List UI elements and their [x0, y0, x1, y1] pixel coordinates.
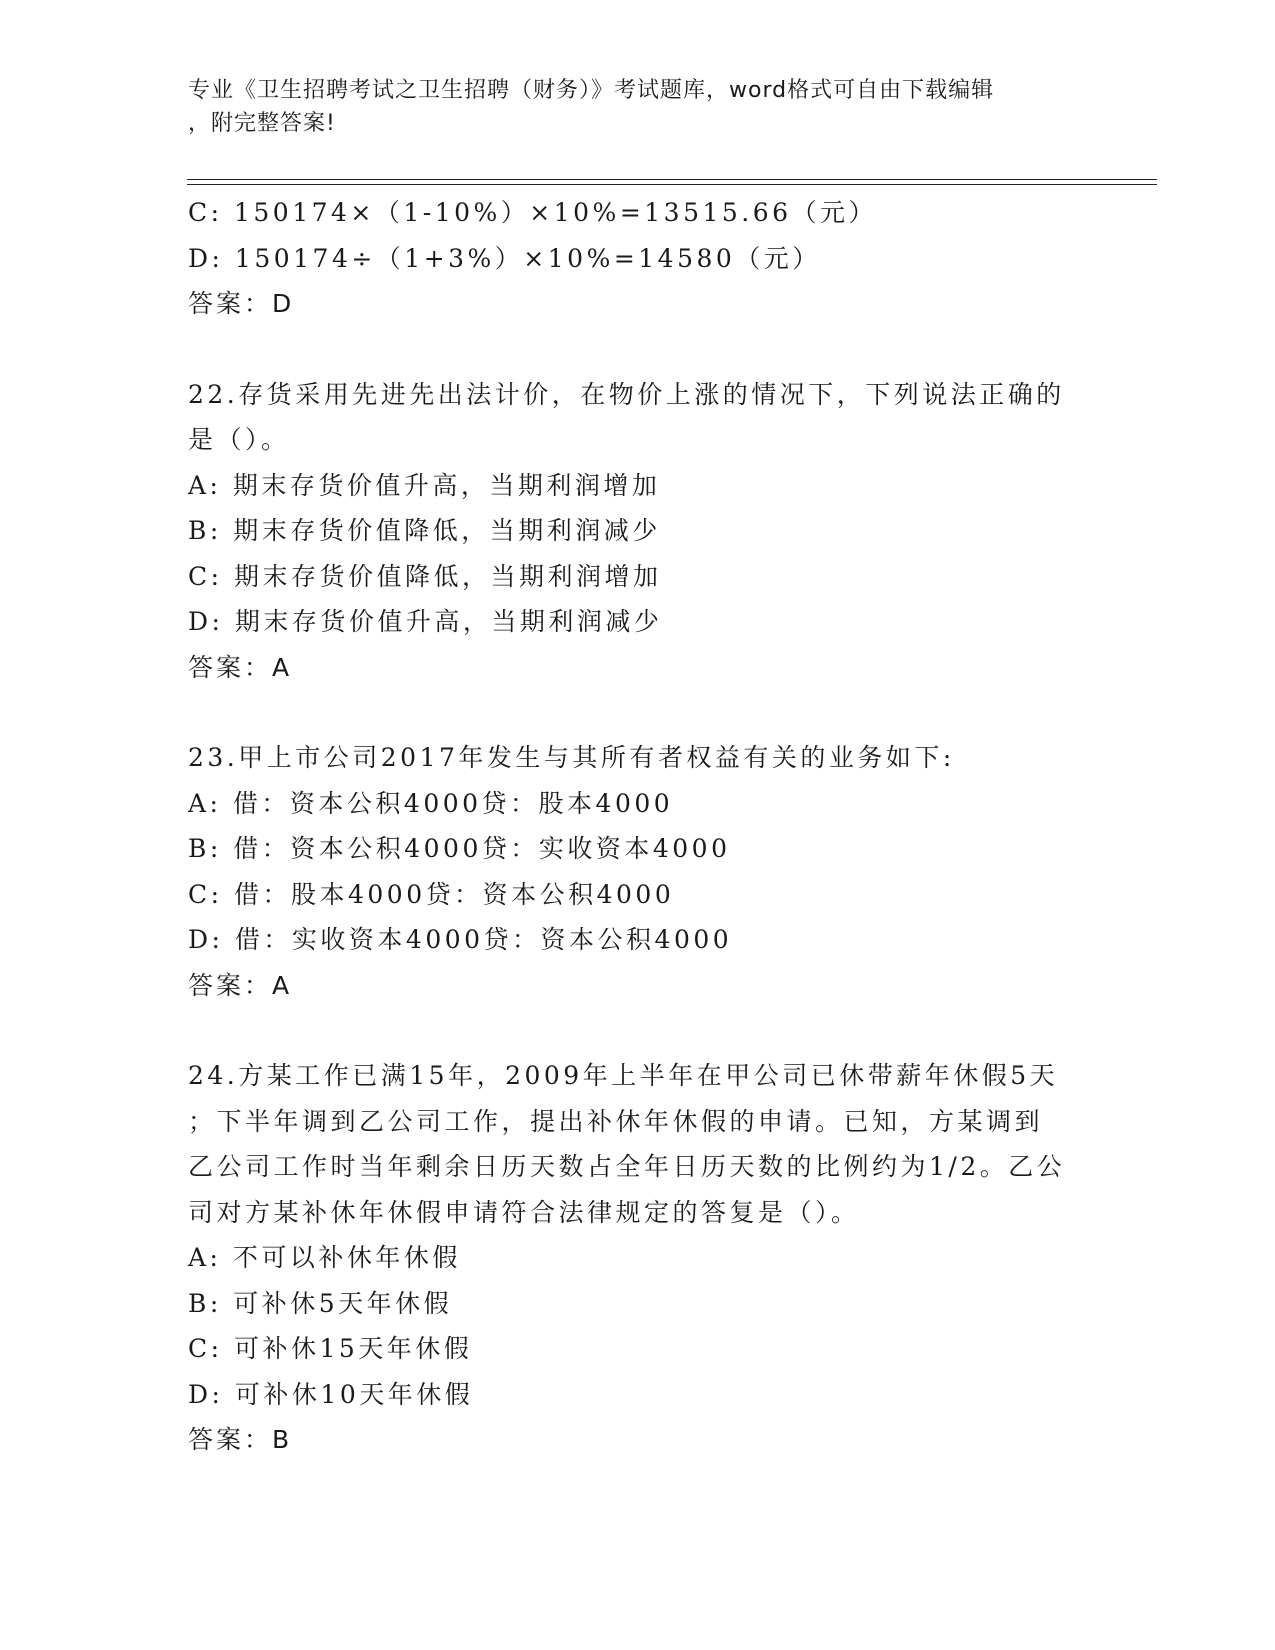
- question-list: [188, 190, 1088, 1463]
- q24-stem-line-4: 司对方某补休年休假申请符合法律规定的答复是（）。: [188, 1197, 860, 1227]
- q21-option-d: D: 150174÷（1+3%）×10%=14580（元）: [188, 243, 821, 273]
- question-23: [188, 735, 1088, 1008]
- question-24: [188, 1053, 1088, 1463]
- header-divider-bottom: [187, 184, 1157, 185]
- q22-option-c: C: 期末存货价值降低，当期利润增加: [188, 561, 662, 591]
- q21-option-c: C: 150174×（1-10%）×10%=13515.66（元）: [188, 198, 878, 227]
- q22-stem-line-2: 是（）。: [188, 425, 290, 454]
- question-21: [188, 190, 1088, 327]
- q23-answer: 答案：A: [188, 970, 293, 1000]
- q23-option-c: C: 借：股本4000贷：资本公积4000: [188, 879, 675, 909]
- spacer: [188, 1008, 1088, 1053]
- q22-answer: 答案：A: [188, 652, 293, 682]
- q24-option-a: A: 不可以补休年休假: [188, 1243, 461, 1272]
- q21-answer: 答案：D: [188, 289, 295, 318]
- header-line-1: 专业《卫生招聘考试之卫生招聘（财务）》考试题库，word格式可自由下载编辑: [188, 78, 995, 103]
- q24-option-d: D: 可补休10天年休假: [188, 1379, 474, 1409]
- q23-option-b: B: 借：资本公积4000贷：实收资本4000: [188, 834, 731, 863]
- q24-stem-line-1: 24.方某工作已满15年，2009年上半年在甲公司已休带薪年休假5天: [188, 1061, 1059, 1090]
- q24-answer: 答案：B: [188, 1425, 293, 1454]
- q24-stem-line-3: 乙公司工作时当年剩余日历天数占全年日历天数的比例约为1/2。乙公: [188, 1152, 1066, 1181]
- document-header: [188, 74, 1088, 140]
- spacer: [188, 690, 1088, 735]
- header-divider-top: [187, 179, 1157, 180]
- q23-stem-line-1: 23.甲上市公司2017年发生与其所有者权益有关的业务如下:: [188, 743, 955, 772]
- q24-stem-line-2: ；下半年调到乙公司工作，提出补休年休假的申请。已知，方某调到: [188, 1106, 1044, 1136]
- q22-stem-line-1: 22.存货采用先进先出法计价，在物价上涨的情况下，下列说法正确的: [188, 379, 1065, 409]
- spacer: [188, 327, 1088, 372]
- question-22: [188, 372, 1088, 691]
- q22-option-d: D: 期末存货价值升高，当期利润减少: [188, 607, 663, 636]
- q23-option-a: A: 借：资本公积4000贷：股本4000: [188, 788, 674, 818]
- q24-option-c: C: 可补休15天年休假: [188, 1334, 473, 1363]
- q24-option-b: B: 可补休5天年休假: [188, 1288, 453, 1318]
- q23-option-d: D: 借：实收资本4000贷：资本公积4000: [188, 925, 733, 954]
- q22-option-a: A: 期末存货价值升高，当期利润增加: [188, 470, 661, 500]
- header-line-2: ，附完整答案!: [188, 111, 336, 136]
- q22-option-b: B: 期末存货价值降低，当期利润减少: [188, 516, 661, 545]
